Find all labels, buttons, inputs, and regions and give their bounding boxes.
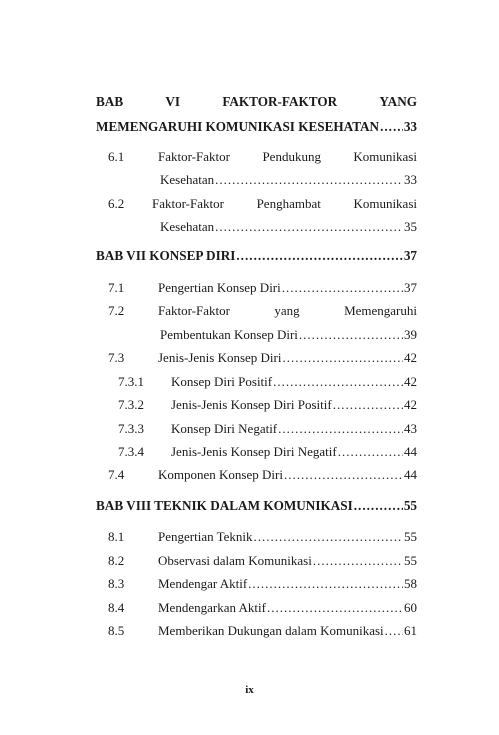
entry-title: Observasi dalam Komunikasi <box>158 553 312 568</box>
entry-number: 6.1 <box>108 149 125 164</box>
entry-page-number: 58 <box>404 576 417 591</box>
entry-title: Jenis-Jenis Konsep Diri Negatif <box>171 444 337 459</box>
entry-title: Mendengar Aktif <box>158 576 248 591</box>
entry-number: 7.3.2 <box>118 397 144 412</box>
toc-entry[interactable] <box>96 301 417 321</box>
entry-page-number: 35 <box>404 219 417 234</box>
entry-number: 7.4 <box>108 467 125 482</box>
entry-page-number: 43 <box>404 421 417 436</box>
entry-page-number: 33 <box>404 172 417 187</box>
dot-leader <box>299 325 403 345</box>
entry-title: Jenis-Jenis Konsep Diri Positif <box>171 397 332 412</box>
toc-entry[interactable] <box>108 574 417 594</box>
entry-number: 7.2 <box>108 303 125 318</box>
entry-number: 6.2 <box>108 196 125 211</box>
dot-leader <box>236 246 402 266</box>
entry-page-number: 42 <box>404 350 417 365</box>
entry-number: 8.5 <box>108 623 125 638</box>
entry-number: 8.2 <box>108 553 125 568</box>
entry-title-line <box>152 194 417 214</box>
entry-page-number: 39 <box>404 327 417 342</box>
toc-entry[interactable] <box>118 372 417 392</box>
chapter-page-number: 37 <box>403 248 417 263</box>
entry-title: Konsep Diri Positif <box>171 374 273 389</box>
toc-entry[interactable] <box>108 348 417 368</box>
toc-entry[interactable] <box>108 465 417 485</box>
chapter-heading[interactable] <box>96 246 417 266</box>
chapter-heading-word: VI <box>165 94 181 109</box>
entry-title-line <box>158 147 417 167</box>
dot-leader <box>380 117 403 137</box>
chapter-heading[interactable] <box>96 496 417 516</box>
entry-page-number: 55 <box>404 553 417 568</box>
entry-title: Konsep Diri Negatif <box>171 421 278 436</box>
toc-entry-continuation[interactable] <box>160 325 417 345</box>
chapter-heading-word: FAKTOR-FAKTOR <box>222 94 338 109</box>
entry-title-line <box>158 301 417 321</box>
toc-entry[interactable] <box>118 419 417 439</box>
entry-word: Faktor-Faktor <box>158 303 230 318</box>
entry-word: Pendukung <box>262 149 321 164</box>
entry-number: 8.4 <box>108 600 125 615</box>
toc-entry[interactable] <box>108 278 417 298</box>
entry-word: Komunikasi <box>353 149 417 164</box>
chapter-heading-line <box>96 92 417 112</box>
entry-title: Kesehatan <box>160 219 215 234</box>
entry-title: Kesehatan <box>160 172 215 187</box>
dot-leader <box>338 442 403 462</box>
entry-word: Penghambat <box>256 196 321 211</box>
chapter-title: MEMENGARUHI KOMUNIKASI KESEHATAN <box>96 119 380 134</box>
dot-leader <box>283 348 404 368</box>
entry-word: Komunikasi <box>353 196 417 211</box>
entry-word: Faktor-Faktor <box>158 149 230 164</box>
page-footer-number: ix <box>245 684 254 696</box>
toc-entry-continuation[interactable] <box>160 170 417 190</box>
entry-number: 7.3 <box>108 350 125 365</box>
chapter-heading-word: BAB <box>96 94 124 109</box>
dot-leader <box>284 465 403 485</box>
dot-leader <box>248 574 403 594</box>
dot-leader <box>215 170 403 190</box>
toc-entry[interactable] <box>96 194 417 214</box>
toc-entry[interactable] <box>108 527 417 547</box>
entry-number: 8.1 <box>108 529 125 544</box>
dot-leader <box>254 527 403 547</box>
entry-page-number: 44 <box>404 444 417 459</box>
dot-leader <box>282 278 403 298</box>
chapter-heading[interactable] <box>96 117 417 137</box>
entry-title: Pengertian Teknik <box>158 529 253 544</box>
dot-leader <box>313 551 403 571</box>
entry-number: 7.3.4 <box>118 444 144 459</box>
entry-page-number: 42 <box>404 374 417 389</box>
chapter-page-number: 33 <box>403 119 417 134</box>
toc-entry[interactable] <box>118 395 417 415</box>
entry-word: Memengaruhi <box>344 303 417 318</box>
toc-entry[interactable] <box>108 621 417 641</box>
entry-page-number: 60 <box>404 600 417 615</box>
entry-title: Pembentukan Konsep Diri <box>160 327 298 342</box>
dot-leader <box>215 217 403 237</box>
entry-title: Jenis-Jenis Konsep Diri <box>158 350 282 365</box>
entry-number: 8.3 <box>108 576 125 591</box>
dot-leader <box>278 419 403 439</box>
dot-leader <box>273 372 403 392</box>
entry-page-number: 37 <box>404 280 417 295</box>
entry-number: 7.3.1 <box>118 374 144 389</box>
toc-entry[interactable] <box>96 147 417 167</box>
toc-entry[interactable] <box>118 442 417 462</box>
entry-page-number: 55 <box>404 529 417 544</box>
toc-entry[interactable] <box>108 598 417 618</box>
entry-number: 7.3.3 <box>118 421 144 436</box>
entry-word: Faktor-Faktor <box>152 196 224 211</box>
entry-title: Pengertian Konsep Diri <box>158 280 281 295</box>
entry-title: Mendengarkan Aktif <box>158 600 266 615</box>
dot-leader <box>385 621 403 641</box>
toc-entry-continuation[interactable] <box>160 217 417 237</box>
toc-entry[interactable] <box>108 551 417 571</box>
entry-page-number: 42 <box>404 397 417 412</box>
entry-title: Komponen Konsep Diri <box>158 467 283 482</box>
entry-word: yang <box>274 303 300 318</box>
chapter-page-number: 55 <box>403 498 417 513</box>
entry-page-number: 44 <box>404 467 417 482</box>
entry-page-number: 61 <box>404 623 417 638</box>
entry-number: 7.1 <box>108 280 125 295</box>
dot-leader <box>354 496 403 516</box>
entry-title: Memberikan Dukungan dalam Komunikasi <box>158 623 384 638</box>
dot-leader <box>267 598 403 618</box>
chapter-title: BAB VIII TEKNIK DALAM KOMUNIKASI <box>96 498 353 513</box>
dot-leader <box>333 395 403 415</box>
chapter-title: BAB VII KONSEP DIRI <box>96 248 236 263</box>
chapter-heading-word: YANG <box>379 94 417 109</box>
